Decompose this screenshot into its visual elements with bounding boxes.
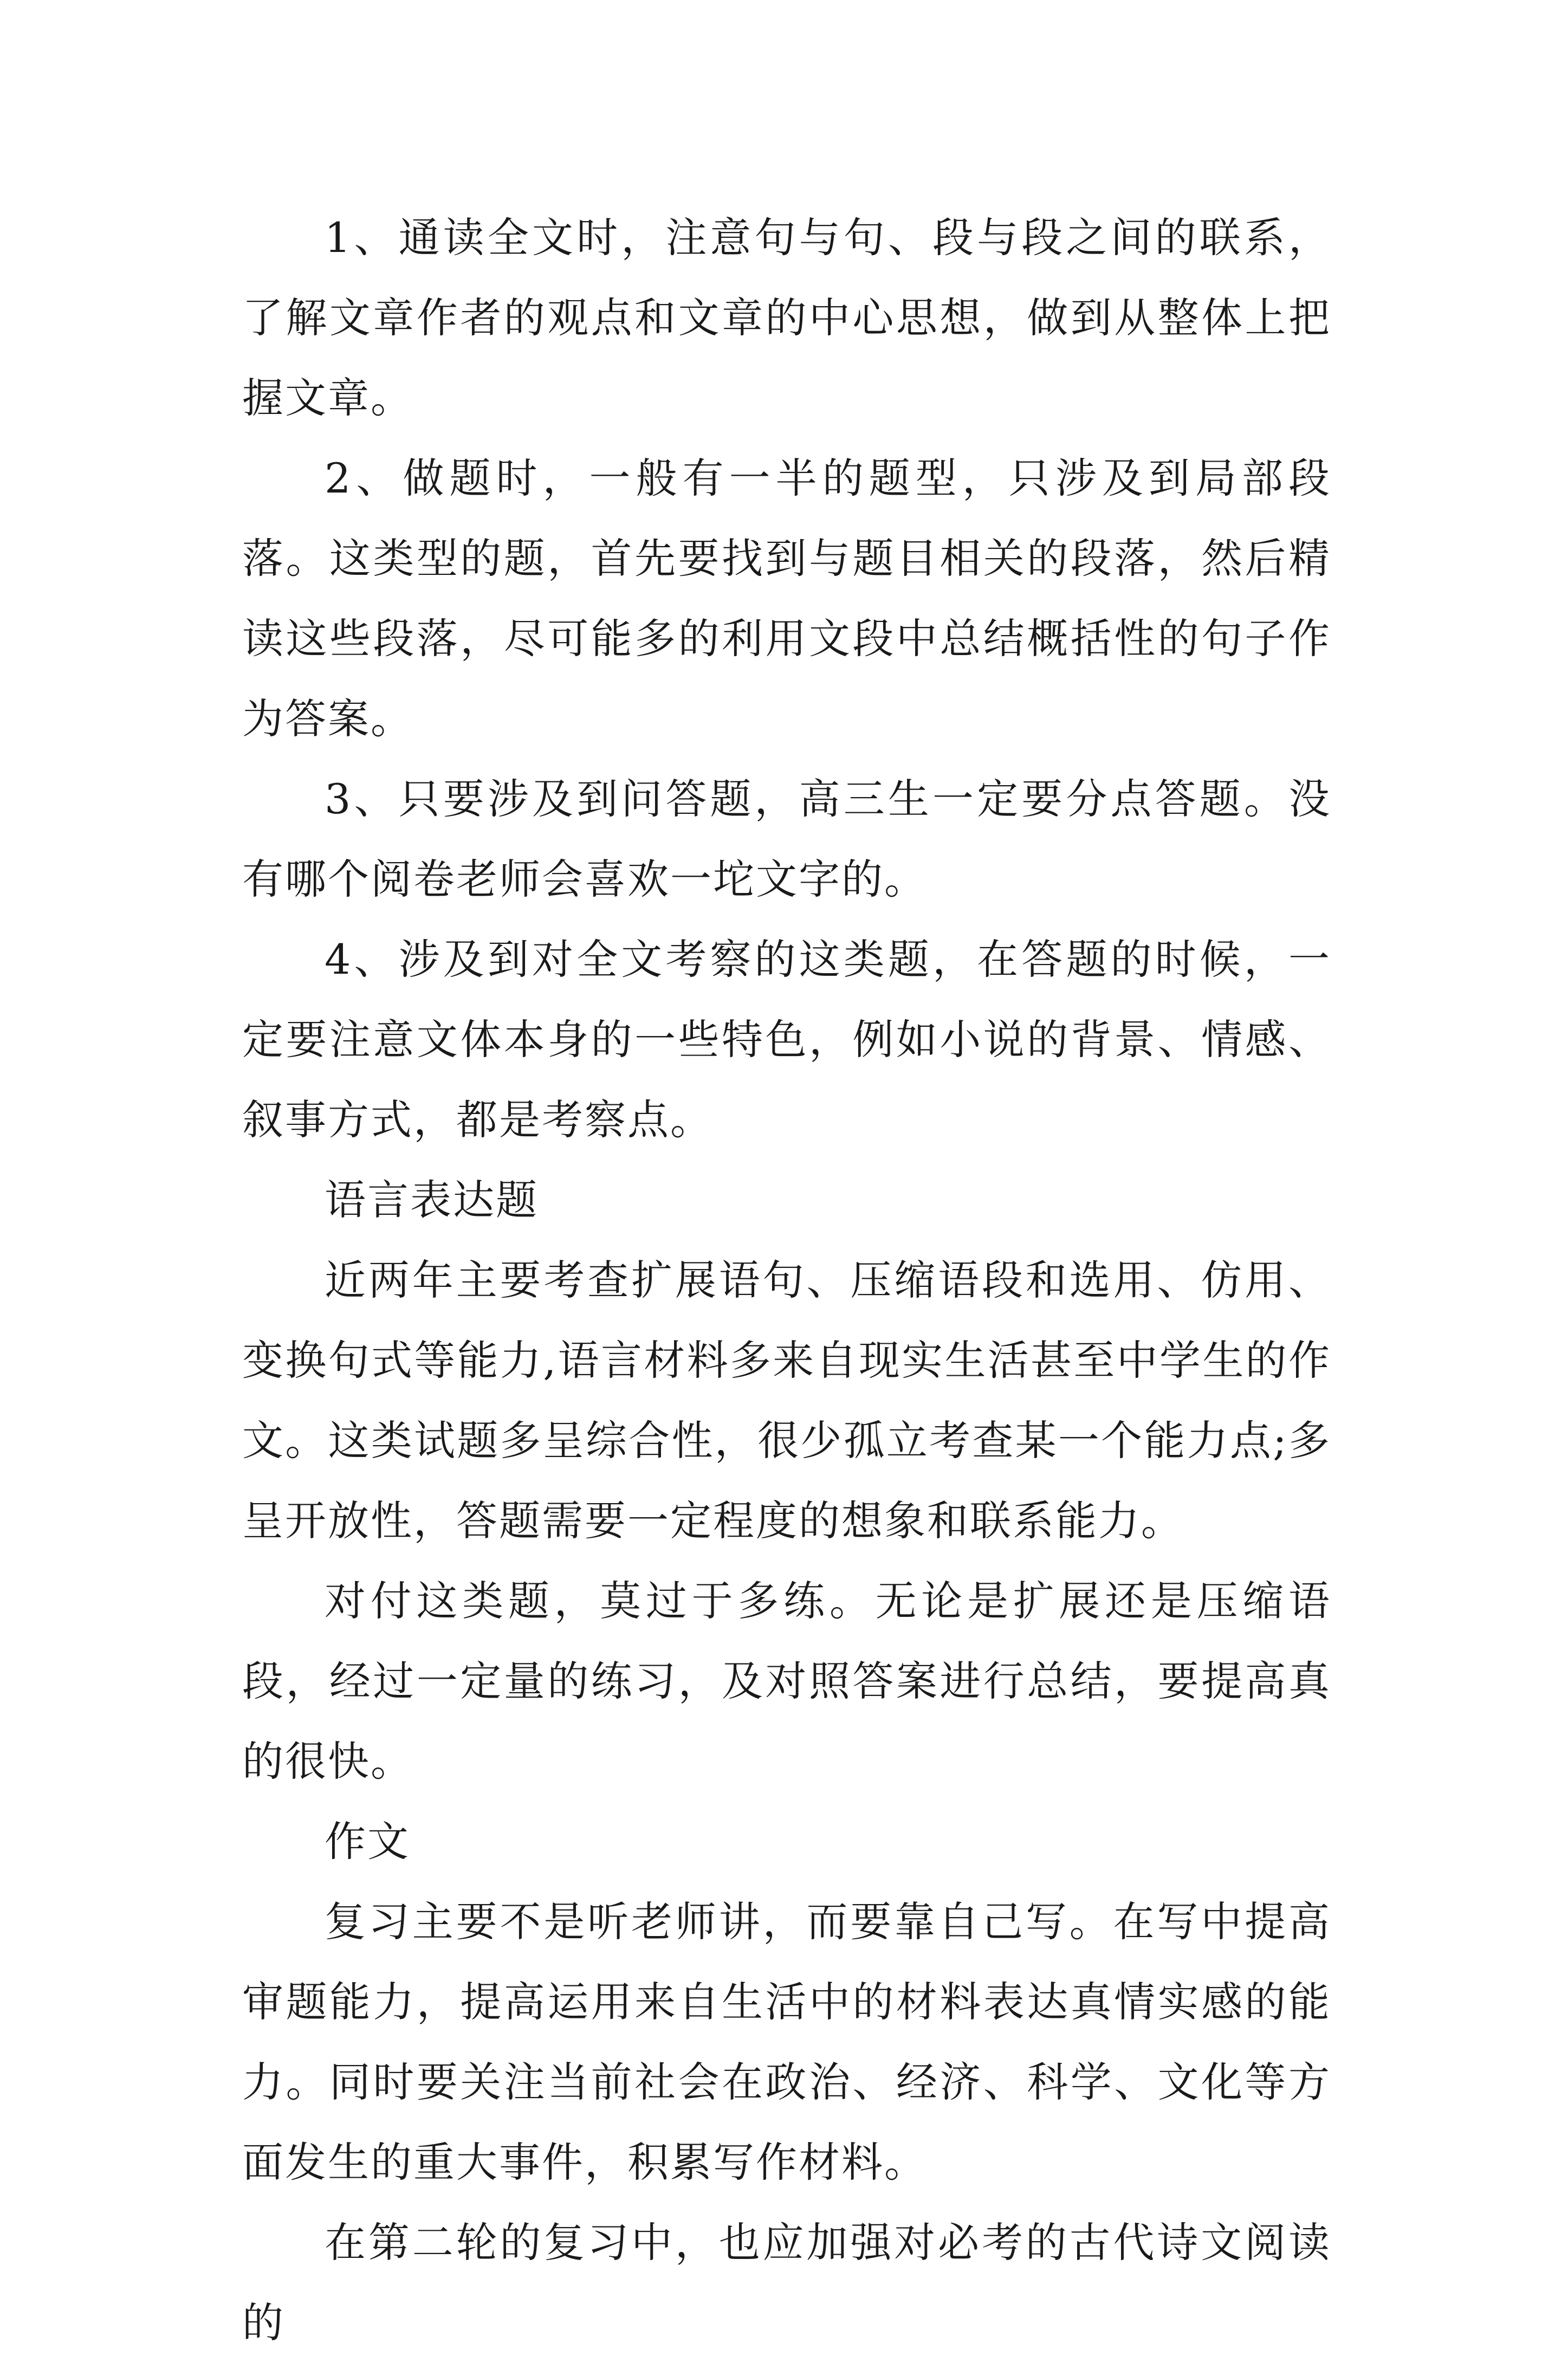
section-heading-language-expression: 语言表达题 [325,1176,539,1224]
paragraph-language-2: 对付这类题，莫过于多练。无论是扩展还是压缩语段，经过一定量的练习，及对照答案进行总结，要提高真的很快。 [242,1577,1331,1785]
paragraph-reading-tip-3: 3、只要涉及到问答题，高三生一定要分点答题。没有哪个阅卷老师会喜欢一坨文字的。 [242,775,1331,903]
paragraph-reading-tip-2: 2、做题时，一般有一半的题型，只涉及到局部段落。这类型的题，首先要找到与题目相关的段落，然后精读这些段落，尽可能多的利用文段中总结概括性的句子作为答案。 [242,454,1331,743]
document-body [242,198,1331,2363]
section-heading-essay: 作文 [325,1817,410,1866]
paragraph-essay-1: 复习主要不是听老师讲，而要靠自己写。在写中提高审题能力，提高运用来自生活中的材料表达真情实感的能力。同时要关注当前社会在政治、经济、科学、文化等方面发生的重大事件，积累写作材料。 [242,1898,1331,2186]
paragraph-reading-tip-1: 1、通读全文时，注意句与句、段与段之间的联系，了解文章作者的观点和文章的中心思想，做到从整体上把握文章。 [242,213,1331,422]
paragraph-language-1: 近两年主要考查扩展语句、压缩语段和选用、仿用、变换句式等能力,语言材料多来自现实生活甚至中学生的作文。这类试题多呈综合性，很少孤立考查某一个能力点;多呈开放性，答题需要一定程度的想象和联系能力。 [242,1256,1331,1545]
paragraph-reading-tip-4: 4、涉及到对全文考察的这类题，在答题的时候，一定要注意文体本身的一些特色，例如小说的背景、情感、叙事方式，都是考察点。 [242,935,1331,1144]
paragraph-essay-2: 在第二轮的复习中，也应加强对必考的古代诗文阅读的 [242,2218,1331,2347]
